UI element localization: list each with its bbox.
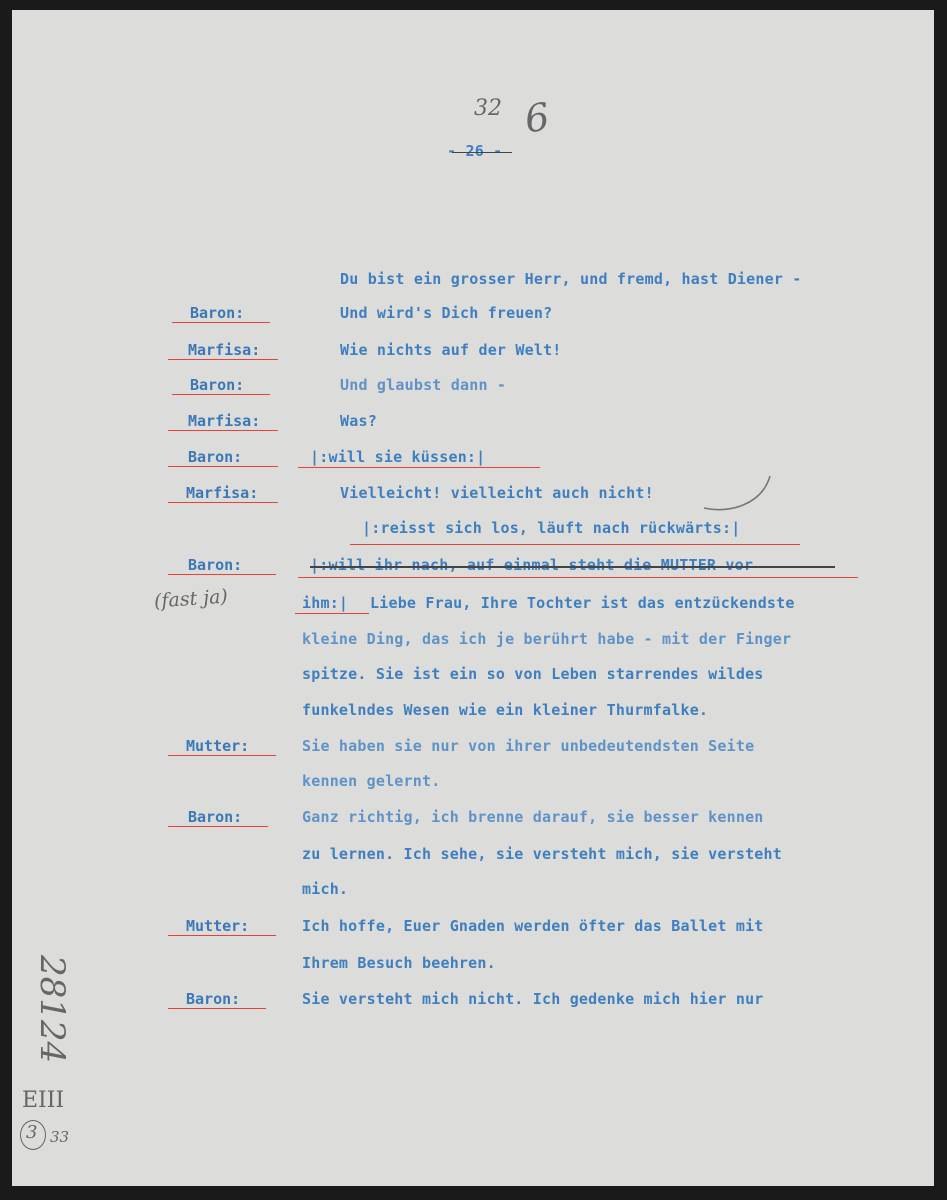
dialogue-line: Sie versteht mich nicht. Ich gedenke mich hier nur: [302, 990, 764, 1008]
speaker-underline: [168, 574, 276, 575]
speaker-underline: [172, 322, 270, 323]
dialogue-line: Ganz richtig, ich brenne darauf, sie besser kennen: [302, 808, 764, 826]
dialogue-line: spitze. Sie ist ein so von Leben starrendes wildes: [302, 665, 764, 683]
handwritten-page-number: 32: [474, 96, 502, 121]
handwritten-archive-number: 28124: [32, 955, 72, 1064]
speaker-underline: [168, 466, 278, 467]
stage-direction: ihm:|: [302, 594, 349, 612]
speaker-label: Baron:: [188, 448, 243, 466]
dialogue-line: zu lernen. Ich sehe, sie versteht mich, sie versteht: [302, 845, 782, 863]
handwritten-mark: 6: [522, 94, 553, 142]
dialogue-line: Was?: [340, 412, 377, 430]
handwritten-shelf-mark: EIII: [22, 1088, 65, 1113]
dialogue-line: Und wird's Dich freuen?: [340, 304, 553, 322]
stage-direction: |:reisst sich los, läuft nach rückwärts:|: [362, 519, 741, 537]
direction-underline: [298, 577, 858, 578]
speaker-label: Baron:: [188, 556, 243, 574]
speaker-label: Marfisa:: [186, 484, 259, 502]
speaker-underline: [168, 359, 278, 360]
speaker-label: Baron:: [190, 376, 245, 394]
strikethrough-line: [310, 566, 835, 568]
dialogue-line: Ich hoffe, Euer Gnaden werden öfter das Ballet mit: [302, 917, 764, 935]
speaker-label: Baron:: [188, 808, 243, 826]
dialogue-line: Ihrem Besuch beehren.: [302, 954, 496, 972]
speaker-label: Mutter:: [186, 917, 250, 935]
speaker-underline: [168, 502, 278, 503]
direction-underline: [295, 613, 369, 614]
speaker-underline: [168, 935, 276, 936]
dialogue-line: Sie haben sie nur von ihrer unbedeutendsten Seite: [302, 737, 755, 755]
dialogue-line: mich.: [302, 880, 349, 898]
stage-direction: |:will ihr nach, auf einmal steht die MUTTER vor: [310, 556, 754, 574]
speaker-label: Marfisa:: [188, 341, 261, 359]
speaker-label: Mutter:: [186, 737, 250, 755]
dialogue-line: Liebe Frau, Ihre Tochter ist das entzückendste: [370, 594, 795, 612]
speaker-underline: [168, 1008, 266, 1009]
speaker-label: Baron:: [186, 990, 241, 1008]
speaker-underline: [172, 394, 270, 395]
dialogue-line: Wie nichts auf der Welt!: [340, 341, 562, 359]
speaker-label: Baron:: [190, 304, 245, 322]
dialogue-line: Und glaubst dann -: [340, 376, 507, 394]
handwritten-circled-number: 3: [26, 1122, 38, 1143]
dialogue-line: kleine Ding, das ich je berührt habe - mit der Finger: [302, 630, 792, 648]
direction-underline: [350, 544, 800, 545]
dialogue-line: funkelndes Wesen wie ein kleiner Thurmfalke.: [302, 701, 709, 719]
speaker-label: Marfisa:: [188, 412, 261, 430]
page-number-strike: [452, 152, 512, 153]
dialogue-line: kennen gelernt.: [302, 772, 441, 790]
stage-direction: |:will sie küssen:|: [310, 448, 486, 466]
speaker-underline: [168, 755, 276, 756]
handwritten-check-mark: [700, 470, 780, 518]
handwritten-sub-number: 33: [50, 1128, 70, 1146]
typed-page-number: - 26 -: [447, 142, 503, 160]
direction-underline: [298, 467, 540, 468]
dialogue-line: Vielleicht! vielleicht auch nicht!: [340, 484, 654, 502]
speaker-underline: [168, 430, 278, 431]
handwritten-margin-note: (fast ja): [153, 585, 229, 613]
dialogue-line: Du bist ein grosser Herr, und fremd, hast Diener -: [340, 270, 802, 288]
speaker-underline: [168, 826, 268, 827]
